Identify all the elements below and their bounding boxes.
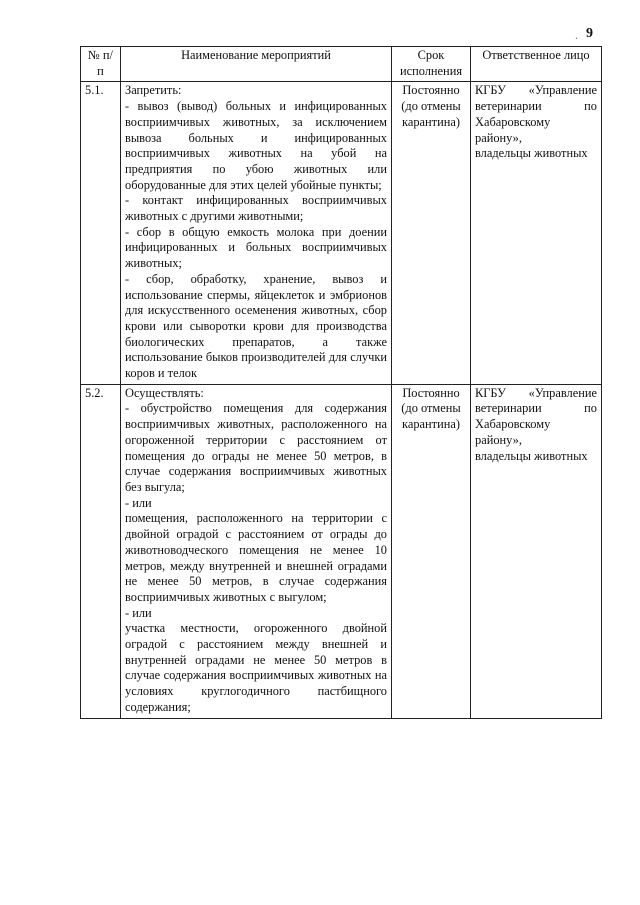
row-measures [121,82,392,384]
row-term: Постоянно (до отмены карантина) [392,82,471,384]
measures-table [80,46,602,719]
table-header-row [81,47,602,82]
row-responsible [471,384,602,718]
header-name: Наименование мероприятий [121,47,392,82]
measure-line: - или [125,495,152,510]
row-term: Постоянно (до отмены карантина) [392,384,471,718]
measure-line: - контакт инфицированных восприимчивых животных с другими животными; [125,193,387,224]
row-measures [121,384,392,718]
measure-line: Осуществлять: [125,385,204,400]
measure-line: - сбор, обработку, хранение, вывоз и использование спермы, яйцеклеток и эмбрионов для искусственного осеменения животных, сбор крови или сыворотки крови для производства биологических препаратов, а также использование быков производителей для случки коров и телок [125,271,387,381]
responsible-line: владельцы животных [475,146,588,161]
measure-line: - сбор в общую емкость молока при доении инфицированных и больных восприимчивых животных; [125,224,387,271]
measure-line: - вывоз (вывод) больных и инфицированных восприимчивых животных, за исключением вывоза больных и инфицированных восприимчивых животных на убой на предприятия по убою животных или оборудованные для этих целей убойные пункты; [125,99,387,192]
measure-line: Запретить: [125,83,182,98]
responsible-line: КГБУ «Управление ветеринарии по Хабаровскому району», [475,83,597,145]
responsible-line: КГБУ «Управление ветеринарии по Хабаровскому району», [475,385,597,447]
measure-line: участка местности, огороженного двойной оградой с расстоянием между внешней и внутренней оградами не менее 50 метров в случае содержания восприимчивых животных на условиях круглогодичного пастбищного содержания; [125,621,387,714]
table-row [81,82,602,384]
measure-line: - или [125,605,152,620]
header-num: № п/п [81,47,121,82]
header-term: Срок исполнения [392,47,471,82]
page-number: 9 [586,26,593,41]
row-number: 5.2. [81,384,121,718]
row-responsible [471,82,602,384]
header-responsible: Ответственное лицо [471,47,602,82]
row-number: 5.1. [81,82,121,384]
responsible-line: владельцы животных [475,448,588,463]
measure-line: помещения, расположенного на территории с двойной оградой с расстоянием от ограды до животноводческого помещения не менее 10 метров, между внутренней и внешней оградами не менее 50 метров, в случае содержания восприимчивых животных с выгулом; [125,511,387,604]
page-dot-mark: . [575,28,578,42]
measure-line: - обустройство помещения для содержания восприимчивых животных, расположенного на огороженной территории с расстоянием от помещения до ограды не менее 50 метров, в случае содержания восприимчивых животных без выгула; [125,401,387,494]
table-row [81,384,602,718]
